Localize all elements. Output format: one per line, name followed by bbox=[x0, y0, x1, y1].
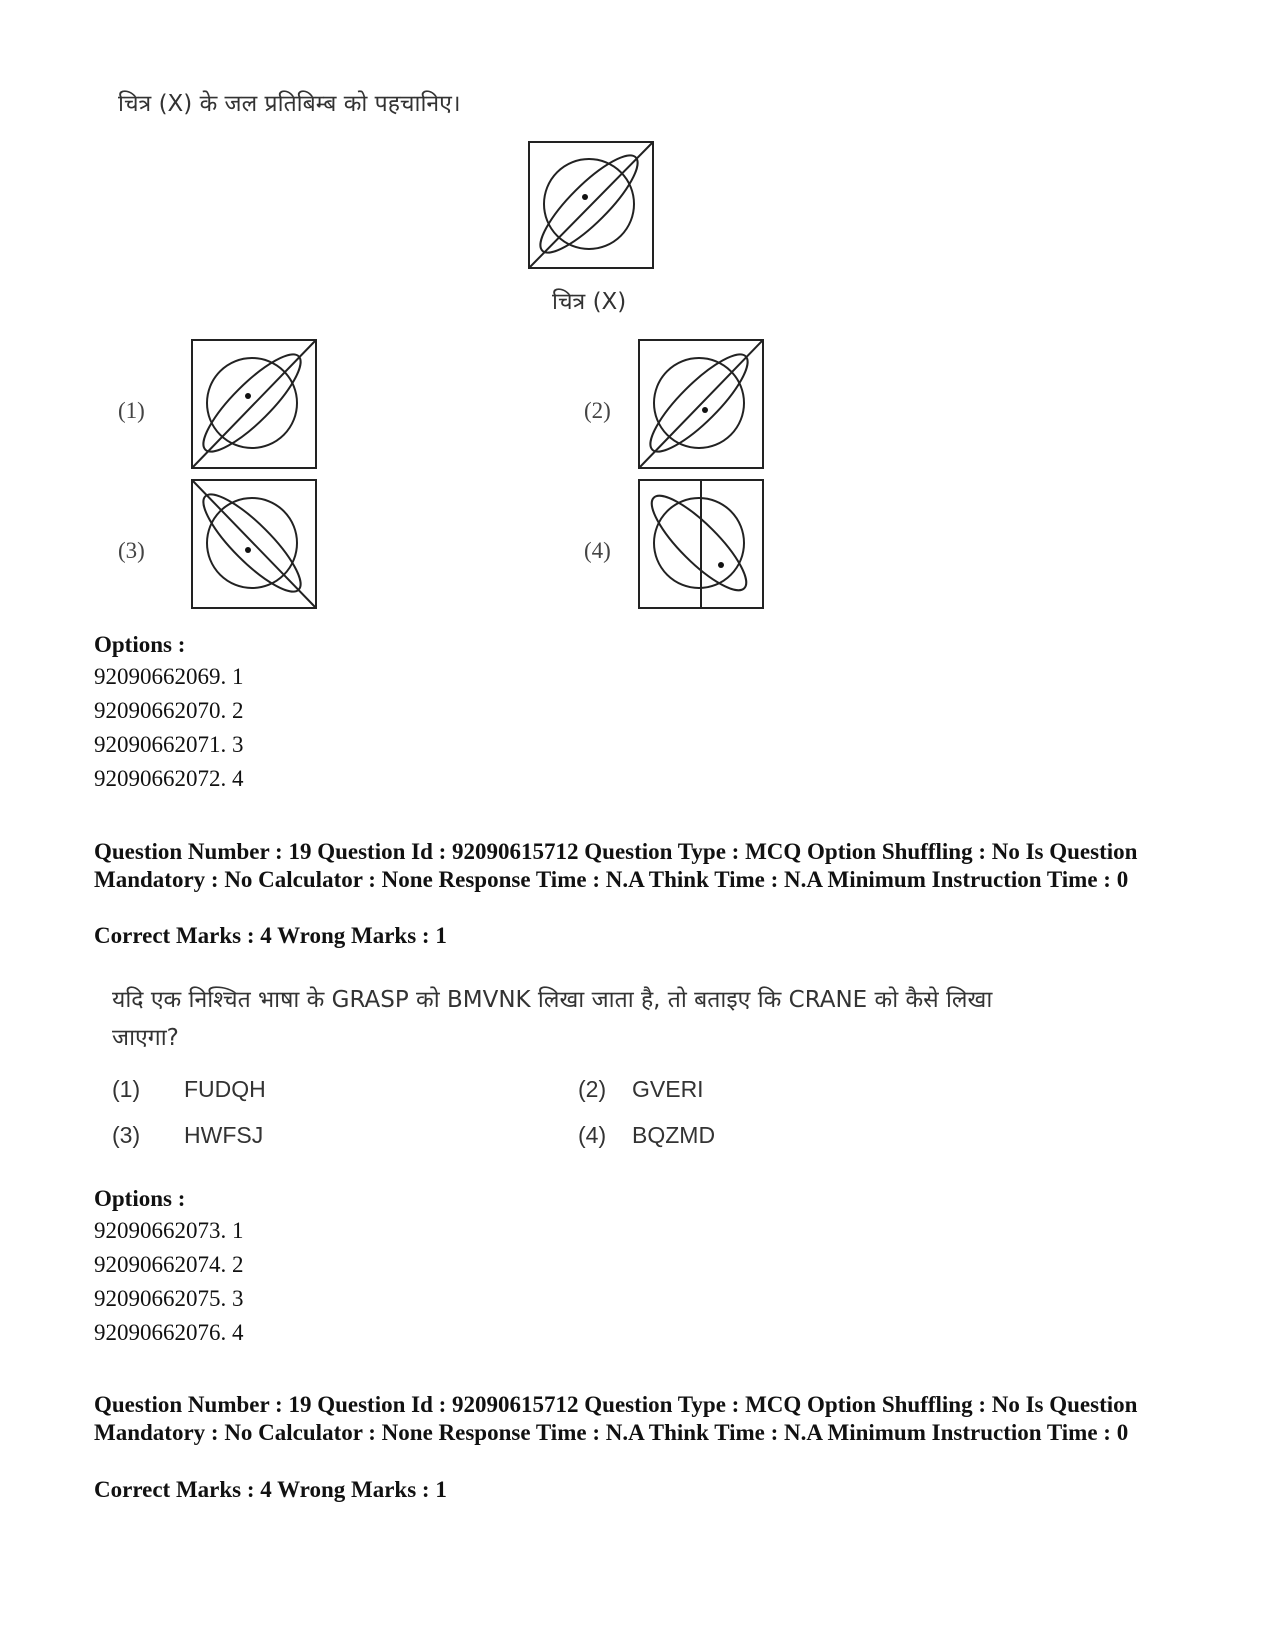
option-item: 92090662075. 3 bbox=[94, 1286, 244, 1311]
options-list bbox=[94, 1214, 244, 1350]
option-item: 92090662074. 2 bbox=[94, 1252, 244, 1277]
choice-text-3: HWFSJ bbox=[184, 1122, 264, 1148]
choice-label-1: (1) bbox=[118, 398, 145, 423]
choice-label-2: (2) bbox=[584, 398, 611, 423]
question-meta: Question Number : 19 Question Id : 92090615712 Question Type : MCQ Option Shuffling : No Is Question Mandatory : No Calculator : None Response Time : N.A Think Time : N.A Minimum Instruction Time : 0 bbox=[94, 839, 1138, 892]
dot-mark bbox=[245, 547, 251, 553]
question-meta: Question Number : 19 Question Id : 92090615712 Question Type : MCQ Option Shuffling : No Is Question Mandatory : No Calculator : None Response Time : N.A Think Time : N.A Minimum Instruction Time : 0 bbox=[94, 1392, 1138, 1445]
choice-label-3: (3) bbox=[118, 538, 145, 563]
ellipse-shape bbox=[192, 343, 312, 463]
options-heading: Options : bbox=[94, 632, 186, 657]
choice-figure-3 bbox=[190, 478, 320, 610]
dot-mark bbox=[582, 194, 588, 200]
option-item: 92090662069. 1 bbox=[94, 664, 244, 689]
figure-caption: चित्र (X) bbox=[552, 289, 627, 315]
circle-shape bbox=[544, 159, 634, 249]
choice-label-4: (4) bbox=[578, 1122, 607, 1148]
choice-figure-4 bbox=[637, 478, 767, 610]
ellipse-shape bbox=[640, 484, 757, 601]
options-list bbox=[94, 660, 244, 796]
question-prompt-line-2: जाएगा? bbox=[112, 1025, 179, 1051]
choice-label-4: (4) bbox=[584, 538, 611, 563]
dot-mark bbox=[245, 393, 251, 399]
question-marks: Correct Marks : 4 Wrong Marks : 1 bbox=[94, 923, 447, 948]
dot-mark bbox=[718, 562, 724, 568]
choice-figure-1 bbox=[190, 338, 320, 470]
ellipse-shape bbox=[529, 144, 649, 264]
circle-shape bbox=[654, 358, 744, 448]
circle-shape bbox=[654, 498, 744, 588]
choice-label-2: (2) bbox=[578, 1076, 607, 1102]
question-prompt: चित्र (X) के जल प्रतिबिम्ब को पहचानिए। bbox=[118, 91, 461, 117]
option-item: 92090662071. 3 bbox=[94, 732, 244, 757]
choice-label-3: (3) bbox=[112, 1122, 141, 1148]
option-item: 92090662070. 2 bbox=[94, 698, 244, 723]
choice-text-4: BQZMD bbox=[632, 1122, 716, 1148]
dot-mark bbox=[702, 407, 708, 413]
circle-shape bbox=[207, 358, 297, 448]
question-prompt-line-1: यदि एक निश्चित भाषा के GRASP को BMVNK लिखा जाता है, तो बताइए कि CRANE को कैसे लिखा bbox=[112, 987, 993, 1013]
option-item: 92090662073. 1 bbox=[94, 1218, 244, 1243]
ellipse-shape bbox=[639, 343, 759, 463]
figure-x bbox=[527, 140, 657, 270]
choice-text-2: GVERI bbox=[632, 1076, 704, 1102]
choice-figure-2 bbox=[637, 338, 767, 470]
option-item: 92090662076. 4 bbox=[94, 1320, 244, 1345]
choice-text-1: FUDQH bbox=[184, 1076, 266, 1102]
option-item: 92090662072. 4 bbox=[94, 766, 244, 791]
choice-label-1: (1) bbox=[112, 1076, 141, 1102]
options-heading: Options : bbox=[94, 1186, 186, 1211]
question-marks: Correct Marks : 4 Wrong Marks : 1 bbox=[94, 1477, 447, 1502]
